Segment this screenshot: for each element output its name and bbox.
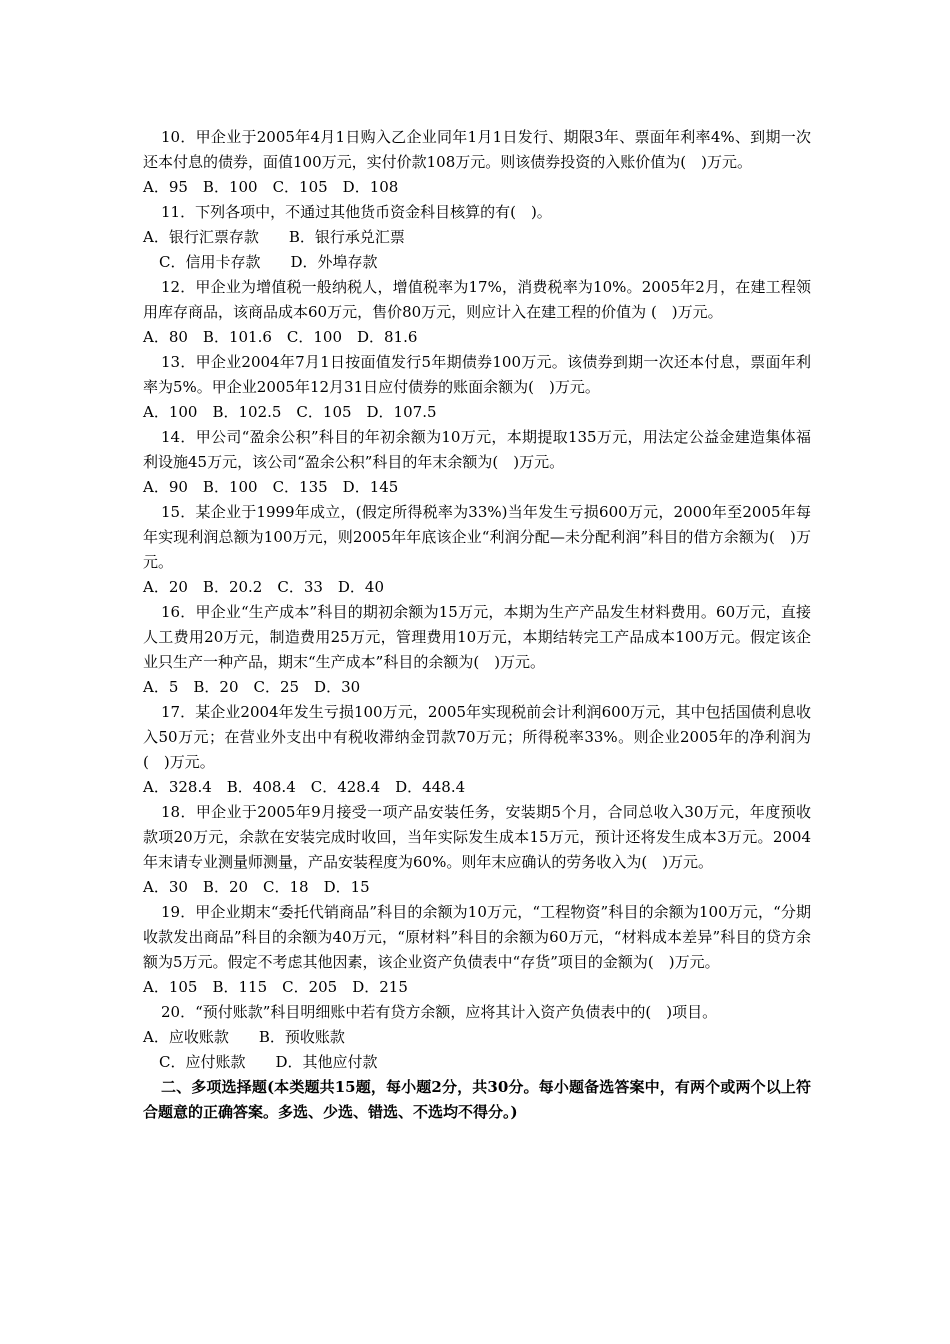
section-heading: 二、多项选择题(本类题共15题，每小题2分，共30分。每小题备选答案中，有两个或两个以上符合题意的正确答案。多选、少选、错选、不选均不得分。) xyxy=(143,1078,811,1121)
answer-options: A．100 B．102.5 C．105 D．107.5 xyxy=(143,403,437,421)
question-15 xyxy=(143,500,811,600)
question-text: 15．某企业于1999年成立，(假定所得税率为33%)当年发生亏损600万元，2000年至2005年每年实现利润总额为100万元，则2005年年底该企业“利润分配—未分配利润”科目的借方余额为( )万元。 xyxy=(143,503,811,571)
question-20 xyxy=(143,1000,811,1075)
question-text: 14．甲公司“盈余公积”科目的年初余额为10万元，本期提取135万元，用法定公益金建造集体福利设施45万元，该公司“盈余公积”科目的年末余额为( )万元。 xyxy=(143,428,811,471)
question-16 xyxy=(143,600,811,700)
answer-options: A．应收账款 B．预收账款 xyxy=(143,1028,345,1046)
question-text: 16．甲企业“生产成本”科目的期初余额为15万元，本期为生产产品发生材料费用。60万元，直接人工费用20万元，制造费用25万元，管理费用10万元，本期结转完工产品成本100万元。假定该企业只生产一种产品，期末“生产成本”科目的余额为( )万元。 xyxy=(143,603,811,671)
question-12 xyxy=(143,275,811,350)
question-text: 18．甲企业于2005年9月接受一项产品安装任务，安装期5个月，合同总收入30万元，年度预收款项20万元，余款在安装完成时收回，当年实际发生成本15万元，预计还将发生成本3万元。2004年末请专业测量师测量，产品安装程度为60%。则年末应确认的劳务收入为( )万元。 xyxy=(143,803,811,871)
question-text: 20．“预付账款”科目明细账中若有贷方余额，应将其计入资产负债表中的( )项目。 xyxy=(161,1003,718,1021)
question-text: 19．甲企业期末“委托代销商品”科目的余额为10万元，“工程物资”科目的余额为100万元，“分期收款发出商品”科目的余额为40万元，“原材料”科目的余额为60万元，“材料成本差异”科目的贷方余额为5万元。假定不考虑其他因素，该企业资产负债表中“存货”项目的金额为( )万元。 xyxy=(143,903,811,971)
answer-options: A．90 B．100 C．135 D．145 xyxy=(143,478,399,496)
answer-options: A．328.4 B．408.4 C．428.4 D．448.4 xyxy=(143,778,466,796)
answer-options: C．应付账款 D．其他应付款 xyxy=(159,1053,378,1071)
answer-options: C．信用卡存款 D．外埠存款 xyxy=(159,253,378,271)
question-text: 12．甲企业为增值税一般纳税人，增值税率为17%，消费税率为10%。2005年2月，在建工程领用库存商品，该商品成本60万元，售价80万元，则应计入在建工程的价值为 ( )万元。 xyxy=(143,278,811,321)
question-11 xyxy=(143,200,811,275)
question-19 xyxy=(143,900,811,1000)
answer-options: A．30 B．20 C．18 D．15 xyxy=(143,878,370,896)
question-14 xyxy=(143,425,811,500)
question-18 xyxy=(143,800,811,900)
answer-options: A．5 B．20 C．25 D．30 xyxy=(143,678,361,696)
question-17 xyxy=(143,700,811,800)
answer-options: A．95 B．100 C．105 D．108 xyxy=(143,178,399,196)
exam-page xyxy=(143,125,811,1125)
question-text: 11．下列各项中，不通过其他货币资金科目核算的有( )。 xyxy=(161,203,552,221)
answer-options: A．80 B．101.6 C．100 D．81.6 xyxy=(143,328,418,346)
question-10 xyxy=(143,125,811,200)
question-13 xyxy=(143,350,811,425)
answer-options: A．银行汇票存款 B．银行承兑汇票 xyxy=(143,228,405,246)
answer-options: A．20 B．20.2 C．33 D．40 xyxy=(143,578,385,596)
question-text: 17．某企业2004年发生亏损100万元，2005年实现税前会计利润600万元，其中包括国债利息收入50万元；在营业外支出中有税收滞纳金罚款70万元；所得税率33%。则企业2005年的净利润为( )万元。 xyxy=(143,703,811,771)
question-text: 10．甲企业于2005年4月1日购入乙企业同年1月1日发行、期限3年、票面年利率4%、到期一次还本付息的债券，面值100万元，实付价款108万元。则该债券投资的入账价值为( )万元。 xyxy=(143,128,811,171)
question-text: 13．甲企业2004年7月1日按面值发行5年期债券100万元。该债券到期一次还本付息，票面年利率为5%。甲企业2005年12月31日应付债券的账面余额为( )万元。 xyxy=(143,353,811,396)
answer-options: A．105 B．115 C．205 D．215 xyxy=(143,978,408,996)
